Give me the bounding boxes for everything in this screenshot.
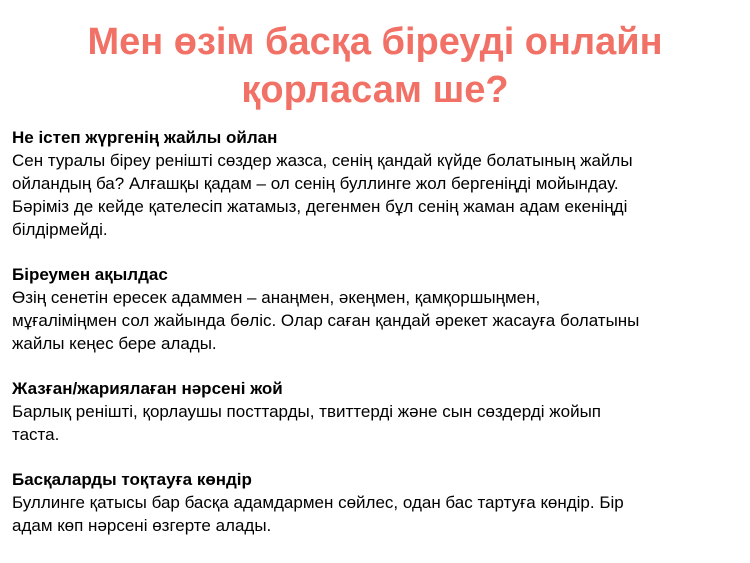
section-heading: Жазған/жариялаған нәрсені жой: [12, 379, 283, 398]
paragraph-line: Барлық ренішті, қорлаушы посттарды, твиттерді және сын сөздерді жойып: [12, 402, 602, 421]
paragraph-line: білдірмейді.: [12, 220, 108, 239]
section-heading: Не істеп жүргенің жайлы ойлан: [12, 128, 278, 147]
paragraph-line: Бәріміз де кейде қателесіп жатамыз, дегенмен бұл сенің жаман адам екеніңді: [12, 197, 628, 216]
paragraph-line: ойландың ба? Алғашқы қадам – ол сенің буллинге жол бергеніңді мойындау.: [12, 174, 619, 193]
paragraph-line: мұғаліміңмен сол жайында бөліс. Олар саған қандай әрекет жасауға болатыны: [12, 311, 640, 330]
page-title: [0, 18, 750, 114]
section-reflect: [12, 126, 742, 241]
section-consult: [12, 263, 742, 355]
section-delete: [12, 377, 742, 446]
document-body: [12, 126, 742, 559]
paragraph-line: Сен туралы біреу ренішті сөздер жазса, сенің қандай күйде болатының жайлы: [12, 151, 633, 170]
paragraph-line: Өзің сенетін ересек адаммен – анаңмен, әкеңмен, қамқоршыңмен,: [12, 288, 541, 307]
paragraph-line: жайлы кеңес бере алады.: [12, 334, 217, 353]
page-title-line-2: қорласам ше?: [241, 69, 509, 111]
section-heading: Біреумен ақылдас: [12, 265, 168, 284]
section-persuade: [12, 468, 742, 537]
paragraph-line: таста.: [12, 425, 60, 444]
paragraph-line: адам көп нәрсені өзгерте алады.: [12, 516, 272, 535]
paragraph-line: Буллинге қатысы бар басқа адамдармен сөйлес, одан бас тартуға көндір. Бір: [12, 493, 624, 512]
page-title-line-1: Мен өзім басқа біреуді онлайн: [87, 21, 663, 63]
section-heading: Басқаларды тоқтауға көндір: [12, 470, 252, 489]
